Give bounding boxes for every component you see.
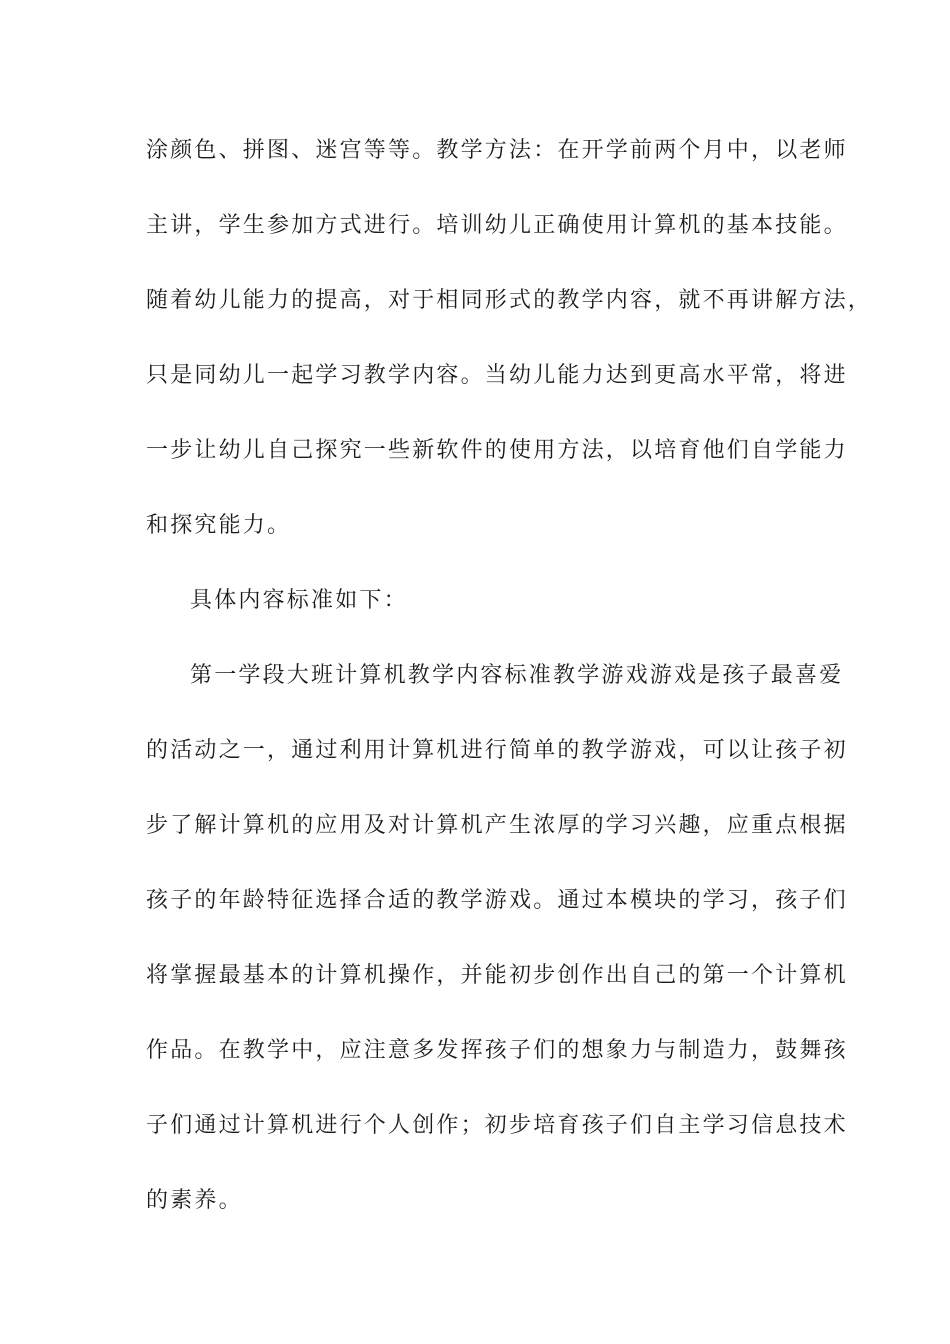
text-line: 一步让幼儿自己探究一些新软件的使用方法，以培育他们自学能力: [146, 438, 848, 463]
text-line: 孩子的年龄特征选择合适的教学游戏。通过本模块的学习，孩子们: [146, 888, 848, 913]
text-line: 作品。在教学中，应注意多发挥孩子们的想象力与制造力，鼓舞孩: [146, 1038, 848, 1063]
text-line: 子们通过计算机进行个人创作；初步培育孩子们自主学习信息技术: [146, 1113, 848, 1138]
text-line: 主讲，学生参加方式进行。培训幼儿正确使用计算机的基本技能。: [146, 213, 848, 238]
text-line: 只是同幼儿一起学习教学内容。当幼儿能力达到更高水平常，将进: [146, 363, 848, 388]
paragraph-heading: 具体内容标准如下：: [190, 588, 408, 613]
text-line: 和探究能力。: [146, 513, 292, 538]
text-line: 的素养。: [146, 1188, 243, 1213]
text-line: 涂颜色、拼图、迷宫等等。教学方法：在开学前两个月中，以老师: [146, 138, 848, 163]
text-line: 步了解计算机的应用及对计算机产生浓厚的学习兴趣，应重点根据: [146, 813, 848, 838]
text-line: 将掌握最基本的计算机操作，并能初步创作出自己的第一个计算机: [146, 963, 848, 988]
text-line: 第一学段大班计算机教学内容标准教学游戏游戏是孩子最喜爱: [190, 663, 844, 688]
text-line: 随着幼儿能力的提高，对于相同形式的教学内容，就不再讲解方法，: [146, 288, 873, 313]
text-line: 的活动之一，通过利用计算机进行简单的教学游戏，可以让孩子初: [146, 738, 848, 763]
